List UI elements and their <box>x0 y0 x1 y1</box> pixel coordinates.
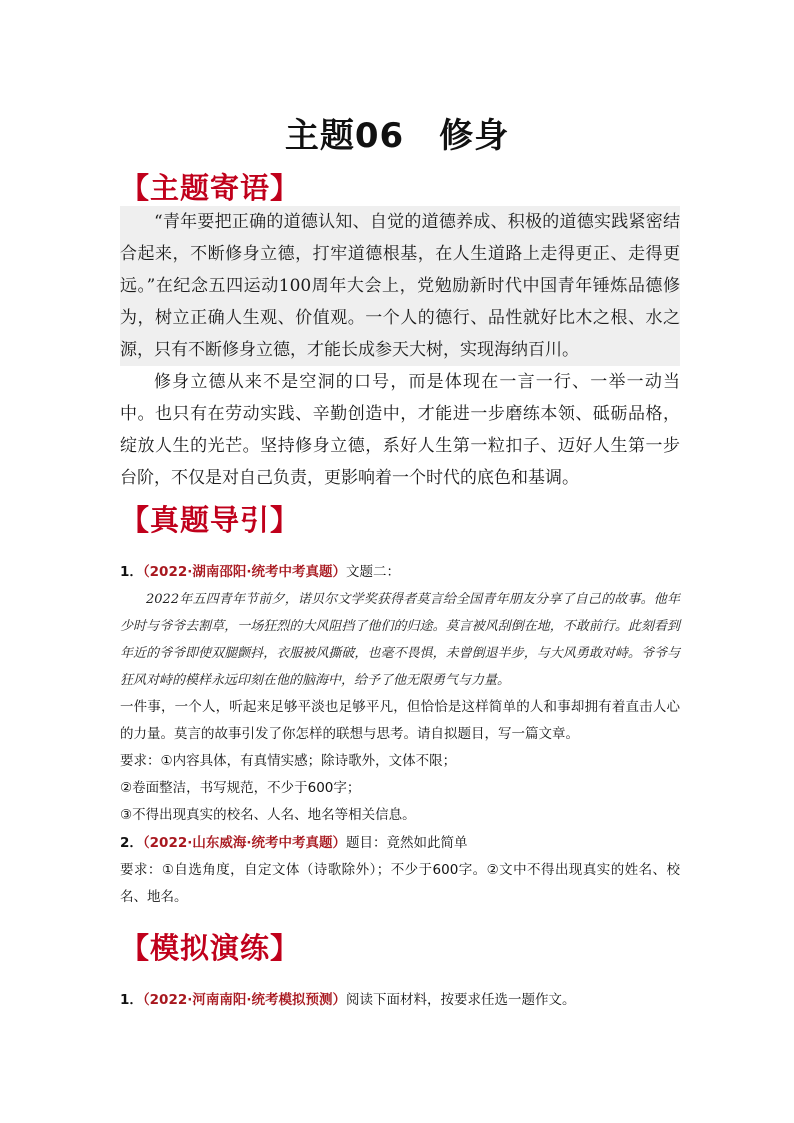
question-header <box>120 986 680 1014</box>
page-title: 主题06 修身 <box>284 116 510 156</box>
question-number: 1． <box>120 564 143 580</box>
section-heading-mock-practice: 【模拟演练】 <box>120 931 301 965</box>
exam-question-1 <box>120 558 680 911</box>
prompt-text: 一件事，一个人，听起来足够平淡也足够平凡，但恰恰是这样简单的人和事却拥有着直击人心的力量。莫言的故事引发了你怎样的联想与思考。请自拟题目，写一篇文章。 <box>120 699 680 742</box>
question-2-requirements <box>120 857 680 911</box>
requirement-line-2: ②卷面整洁，书写规范，不少于600字； <box>120 780 361 796</box>
section-heading-theme-message: 【主题寄语】 <box>120 171 301 205</box>
story-text: 2022年五四青年节前夕，诺贝尔文学奖获得者莫言给全国青年朋友分享了自己的故事。他年少时与爷爷去割草，一场狂烈的大风阻挡了他们的归途。莫言被风刮倒在地，不敢前行。此刻看到年近的爷爷即使双腿颤抖，衣服被风撕破，也毫不畏惧，未曾倒退半步，与大风勇敢对峙。爷爷与狂风对峙的模样永远印刻在他的脑海中，给予了他无限勇气与力量。 <box>120 592 680 688</box>
question-prompt <box>120 694 680 829</box>
question-source: （2022·山东威海·统考中考真题） <box>142 835 346 851</box>
mock-question-1 <box>120 986 680 1014</box>
question-2-header <box>120 829 680 857</box>
story-passage <box>120 586 680 694</box>
requirement-text: 要求：①自选角度，自定文体（诗歌除外）；不少于600字。②文中不得出现真实的姓名、校名、地名。 <box>120 862 680 905</box>
section-heading-exam-questions: 【真题导引】 <box>120 503 301 537</box>
question-lead: 题目：竟然如此简单 <box>346 835 468 851</box>
question-source: （2022·河南南阳·统考模拟预测） <box>142 992 346 1008</box>
question-number: 1． <box>120 992 143 1008</box>
intro-paragraph-2: 修身立德从来不是空洞的口号，而是体现在一言一行、一举一动当中。也只有在劳动实践、辛勤创造中，才能进一步磨练本领、砥砺品格，绽放人生的光芒。坚持修身立德，系好人生第一粒扣子、迈好人生第一步台阶，不仅是对自己负责，更影响着一个时代的底色和基调。 <box>120 372 680 488</box>
quote-shaded-block <box>120 206 680 366</box>
requirement-line-1: 要求：①内容具体，有真情实感；除诗歌外，文体不限； <box>120 753 457 769</box>
question-lead: 阅读下面材料，按要求任选一题作文。 <box>346 992 576 1008</box>
intro-paragraph-1: “青年要把正确的道德认知、自觉的道德养成、积极的道德实践紧密结合起来，不断修身立德，打牢道德根基，在人生道路上走得更正、走得更远。”在纪念五四运动100周年大会上，党勉励新时代中国青年锤炼品德修为，树立正确人生观、价值观。一个人的德行、品性就好比木之根、水之源，只有不断修身立德，才能长成参天大树，实现海纳百川。 <box>120 206 680 366</box>
question-number: 2． <box>120 835 143 851</box>
question-header <box>120 558 680 586</box>
question-source: （2022·湖南邵阳·统考中考真题） <box>142 564 346 580</box>
theme-message-body <box>120 206 680 494</box>
question-lead: 文题二： <box>346 564 400 580</box>
requirement-line-3: ③不得出现真实的校名、人名、地名等相关信息。 <box>120 807 416 823</box>
